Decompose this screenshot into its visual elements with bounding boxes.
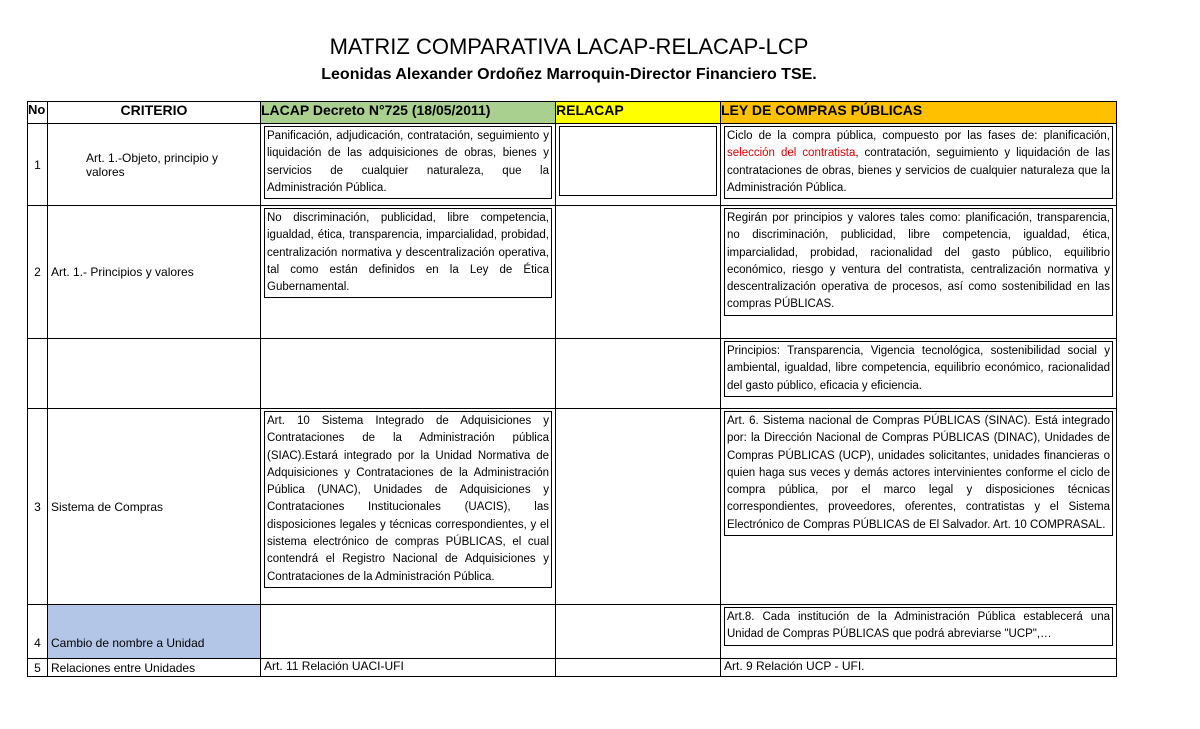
row-criterio: Cambio de nombre a Unidad <box>48 605 261 659</box>
row-lacap-cell: Art. 11 Relación UACI-UFI <box>261 659 556 677</box>
table-row <box>28 339 1117 409</box>
row-lcp: Regirán por principios y valores tales como: planificación, transparencia, no discriminación, publicidad, libre competencia, igualdad, ética, imparcialidad, probidad, racionalidad del gasto público, equilibrio económico, riesgo y ventura del contratista, centralización normativa y descentralización operativa de procesos, así como sostenibilidad en las compras PÚBLICAS. <box>724 208 1113 316</box>
row-lacap-cell <box>261 339 556 409</box>
table-header-row <box>28 102 1117 124</box>
row-criterio: Sistema de Compras <box>48 409 261 605</box>
table-row <box>28 605 1117 659</box>
row-number: 3 <box>28 409 48 605</box>
row-lcp: Principios: Transparencia, Vigencia tecnológica, sostenibilidad social y ambiental, igualdad, libre competencia, equilibrio económico, racionalidad del gasto público, eficacia y eficiencia. <box>724 341 1113 397</box>
row-number: 5 <box>28 659 48 677</box>
document-title: MATRIZ COMPARATIVA LACAP-RELACAP-LCP <box>329 34 809 59</box>
row-number: 4 <box>28 605 48 659</box>
row-lcp-text: , contratación, seguimiento y liquidación de las contrataciones de obras, bienes y servicios de cualquier naturaleza que la Administración Pública. <box>727 147 1111 194</box>
row-relacap-cell <box>556 206 721 339</box>
row-number <box>28 339 48 409</box>
table-row <box>28 206 1117 339</box>
table-row <box>28 659 1117 677</box>
row-relacap <box>559 126 717 196</box>
row-lcp-cell <box>721 124 1117 206</box>
row-lcp-highlight: selección del contratista <box>727 147 856 160</box>
header-relacap: RELACAP <box>556 102 721 124</box>
table-row <box>28 124 1117 206</box>
row-relacap-cell <box>556 339 721 409</box>
row-lacap: No discriminación, publicidad, libre competencia, igualdad, ética, transparencia, imparcialidad, probidad, centralización normativa y descentralización operativa, tal como están definidos en la Ley de Ética Gubernamental. <box>264 208 552 298</box>
row-lacap-cell <box>261 605 556 659</box>
row-lacap: Panificación, adjudicación, contratación, seguimiento y liquidación de las adquisiciones de obras, bienes y servicios de cualquier naturaleza, que la Administración Pública. <box>264 126 552 199</box>
row-number: 2 <box>28 206 48 339</box>
header-criterio: CRITERIO <box>48 102 261 124</box>
row-lacap: Art. 10 Sistema Integrado de Adquisiciones y Contrataciones de la Administración pública (SIAC).Estará integrado por la Unidad Normativa de Adquisiciones y Contrataciones de la Administración Pública (UNAC), Unidades de Adquisiciones y Contrataciones Institucionales (UACIS), las disposiciones legales y técnicas correspondientes, y el sistema electrónico de compras PÚBLICAS, el cual contendrá el Registro Nacional de Adquisiciones y Contrataciones de la Administración Pública. <box>264 411 552 588</box>
row-lcp: Art. 6. Sistema nacional de Compras PÚBLICAS (SINAC). Está integrado por: la Dirección Nacional de Compras PÚBLICAS (DINAC), Unidades de Compras PÚBLICAS (UCP), unidades solicitantes, unidades financieras o quien haga sus veces y demás actores intervinientes conforme el ciclo de compra pública, por el marco legal y disposiciones técnicas correspondientes, proveedores, oferentes, contratistas y el Sistema Electrónico de Compras PÚBLICAS de El Salvador. Art. 10 COMPRASAL. <box>724 411 1113 536</box>
row-lcp-cell: Art. 9 Relación UCP - UFI. <box>721 659 1117 677</box>
row-lacap-cell <box>261 206 556 339</box>
header-no: No <box>28 102 48 124</box>
row-lcp-cell <box>721 605 1117 659</box>
row-relacap-cell <box>556 124 721 206</box>
row-criterio: Art. 1.- Principios y valores <box>48 206 261 339</box>
row-lacap-cell <box>261 124 556 206</box>
comparison-table <box>27 101 1117 677</box>
table-row <box>28 409 1117 605</box>
row-lcp: Art.8. Cada institución de la Administración Pública establecerá una Unidad de Compras PÚBLICAS que podrá abreviarse "UCP",… <box>724 607 1113 646</box>
row-criterio: Art. 1.-Objeto, principio y valores <box>48 124 261 206</box>
document-subtitle: Leonidas Alexander Ordoñez Marroquin-Director Financiero TSE. <box>321 66 817 83</box>
row-criterio <box>48 339 261 409</box>
row-lcp-cell <box>721 409 1117 605</box>
row-lcp-text: Ciclo de la compra pública, compuesto por las fases de: planificación, <box>727 130 1110 142</box>
row-criterio: Relaciones entre Unidades <box>48 659 261 677</box>
row-lcp-cell <box>721 206 1117 339</box>
header-lcp: LEY DE COMPRAS PÚBLICAS <box>721 102 1117 124</box>
row-lcp-cell <box>721 339 1117 409</box>
row-lacap-cell <box>261 409 556 605</box>
header-lacap: LACAP Decreto N°725 (18/05/2011) <box>261 102 556 124</box>
row-relacap-cell <box>556 659 721 677</box>
row-number: 1 <box>28 124 48 206</box>
row-relacap-cell <box>556 409 721 605</box>
row-relacap-cell <box>556 605 721 659</box>
row-lcp <box>724 126 1113 199</box>
